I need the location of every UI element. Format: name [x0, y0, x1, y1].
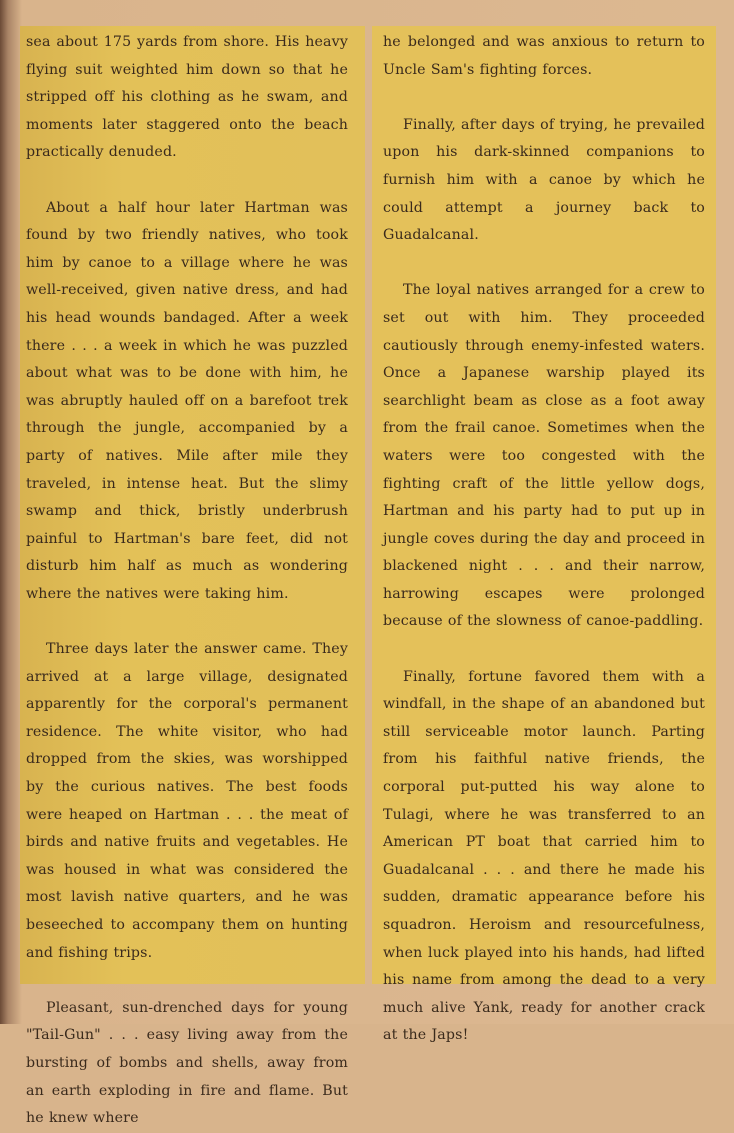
paragraph: Three days later the answer came. They arrived at a large village, designated apparently for the corporal's permanent residence. The white visitor, who had dropped from the skies, was worshipped by the curious natives. The best foods were heaped on Hartman . . . the meat of birds and native fruits and vegetables. He was housed in what was considered the most lavish native quarters, and he was beseeched to accompany them on hunting and fishing trips. — [26, 641, 348, 961]
paragraph: Finally, fortune favored them with a windfall, in the shape of an abandoned but still serviceable motor launch. Parting from his faithful native friends, the corporal put-putted his way alone to Tulagi, where he was transferred to an American PT boat that carried him to Guadalcanal . . . and there he made his sudden, dramatic appearance before his squadron. Heroism and resourcefulness, when luck played into his hands, had lifted his name from among the dead to a very much alive Yank, ready for another crack at the Japs! — [383, 668, 705, 1044]
paragraph: About a half hour later Hartman was found by two friendly natives, who took him by canoe to a village where he was well-received, given native dress, and had his head wounds bandaged. After a week there . . . a week in which he was puzzled about what was to be done with him, he was abruptly hauled off on a barefoot trek through the jungle, accompanied by a party of natives. Mile after mile they traveled, in intense heat. But the slimy swamp and thick, bristly underbrush painful to Hartman's bare feet, did not disturb him half as much as wondering where the natives were taking him. — [26, 199, 348, 602]
paragraph: Pleasant, sun-drenched days for young "Tail-Gun" . . . easy living away from the bursting of bombs and shells, away from an earth exploding in fire and flame. But he knew where — [26, 999, 348, 1127]
paragraph: sea about 175 yards from shore. His heavy flying suit weighted him down so that he stripped off his clothing as he swam, and moments later staggered onto the beach practically denuded. — [26, 34, 348, 161]
paragraph: The loyal natives arranged for a crew to set out with him. They proceeded cautiously through enemy-infested waters. Once a Japanese warship played its searchlight beam as close as a foot away from the frail canoe. Sometimes when the waters were too congested with the fighting craft of the little yellow dogs, Hartman and his party had to put up in jungle coves during the day and proceed in blackened night . . . and their narrow, harrowing escapes were prolonged because of the slowness of canoe-paddling. — [383, 282, 705, 630]
left-text-column — [26, 29, 348, 1133]
paragraph: Finally, after days of trying, he prevailed upon his dark-skinned companions to furnish him with a canoe by which he could attempt a journey back to Guadalcanal. — [383, 116, 706, 244]
right-text-column — [383, 29, 705, 1050]
paragraph: he belonged and was anxious to return to Uncle Sam's fighting forces. — [383, 34, 705, 78]
